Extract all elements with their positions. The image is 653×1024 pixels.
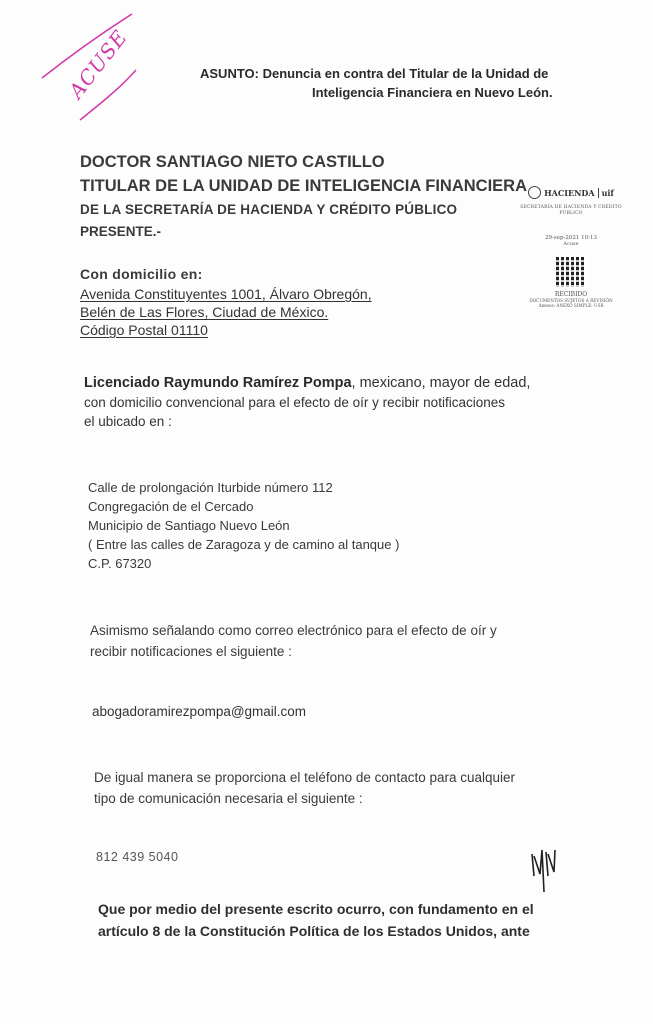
closing-line1: Que por medio del presente escrito ocurro, con fundamento en el xyxy=(98,901,534,917)
closing-line2: artículo 8 de la Constitución Política de los Estados Unidos, ante xyxy=(98,923,530,939)
sender-name: Licenciado Raymundo Ramírez Pompa xyxy=(84,375,352,391)
location-line: Calle de prolongación Iturbide número 112 xyxy=(88,480,333,495)
reception-stamp xyxy=(510,186,632,336)
stamp-received: RECIBIDO xyxy=(554,291,588,298)
location-line: C.P. 67320 xyxy=(88,556,152,571)
stamp-annexes: Anexos: ANEXO SIMPLE: USB xyxy=(538,303,604,308)
email-address: abogadoramirezpompa@gmail.com xyxy=(92,704,307,719)
address-line: Código Postal 01110 xyxy=(80,322,208,338)
asunto-line1: Denuncia en contra del Titular de la Unidad de xyxy=(258,66,549,81)
initials-signature-icon xyxy=(528,846,558,896)
domicilio-label: Con domicilio en: xyxy=(80,266,203,282)
phone-para-line2: tipo de comunicación necesaria el siguiente : xyxy=(94,791,363,806)
stamp-datetime: 29-sep-2021 10:13 xyxy=(545,235,597,241)
hacienda-seal-icon xyxy=(528,186,541,199)
qr-code-icon xyxy=(556,257,586,287)
email-paragraph xyxy=(90,620,580,662)
stamp-header xyxy=(510,186,632,199)
location-line: Municipio de Santiago Nuevo León xyxy=(88,518,290,533)
location-line: ( Entre las calles de Zaragoza y de camino al tanque ) xyxy=(88,537,400,552)
recipient-department: DE LA SECRETARÍA DE HACIENDA Y CRÉDITO PÚBLICO xyxy=(80,202,458,217)
stamp-divider xyxy=(598,188,599,198)
phone-paragraph xyxy=(94,767,584,809)
intro-rest: , mexicano, mayor de edad, xyxy=(351,375,531,391)
phone-para-line1: De igual manera se proporciona el teléfono de contacto para cualquier xyxy=(94,770,516,785)
phone-number: 812 439 5040 xyxy=(96,850,179,864)
intro-paragraph xyxy=(84,374,584,431)
location-line: Congregación de el Cercado xyxy=(88,499,254,514)
asunto-block xyxy=(200,64,560,102)
stamp-department: SECRETARÍA DE HACIENDA Y CRÉDITO PÚBLICO xyxy=(520,205,622,216)
intro-line2: con domicilio convencional para el efecto de oír y recibir notificaciones xyxy=(84,395,505,410)
recipient-name: DOCTOR SANTIAGO NIETO CASTILLO xyxy=(80,153,385,171)
acuse-text: ACUSE xyxy=(63,25,133,103)
recipient-title: TITULAR DE LA UNIDAD DE INTELIGENCIA FINANCIERA xyxy=(80,177,528,195)
address-line: Belén de Las Flores, Ciudad de México. xyxy=(80,304,329,320)
email-para-line1: Asimismo señalando como correo electrónico para el efecto de oír y xyxy=(90,623,497,638)
stamp-status: Acuse xyxy=(563,241,579,247)
sender-address xyxy=(88,478,399,573)
intro-line3: el ubicado en : xyxy=(84,414,172,429)
asunto-line2: Inteligencia Financiera en Nuevo León. xyxy=(312,85,553,100)
stamp-brand-uif: uif xyxy=(601,187,614,198)
recipient-address xyxy=(80,285,372,339)
recipient-presente: PRESENTE.- xyxy=(80,224,162,239)
email-para-line2: recibir notificaciones el siguiente : xyxy=(90,644,292,659)
stamp-brand: HACIENDA xyxy=(544,187,595,198)
acuse-handwritten-mark xyxy=(40,8,160,128)
closing-paragraph xyxy=(98,898,588,942)
recipient-block xyxy=(80,150,540,243)
address-line: Avenida Constituyentes 1001, Álvaro Obregón, xyxy=(80,286,372,302)
stamp-docs: DOCUMENTOS SUJETOS A REVISIÓN xyxy=(529,298,613,303)
asunto-label: ASUNTO: xyxy=(200,66,259,81)
